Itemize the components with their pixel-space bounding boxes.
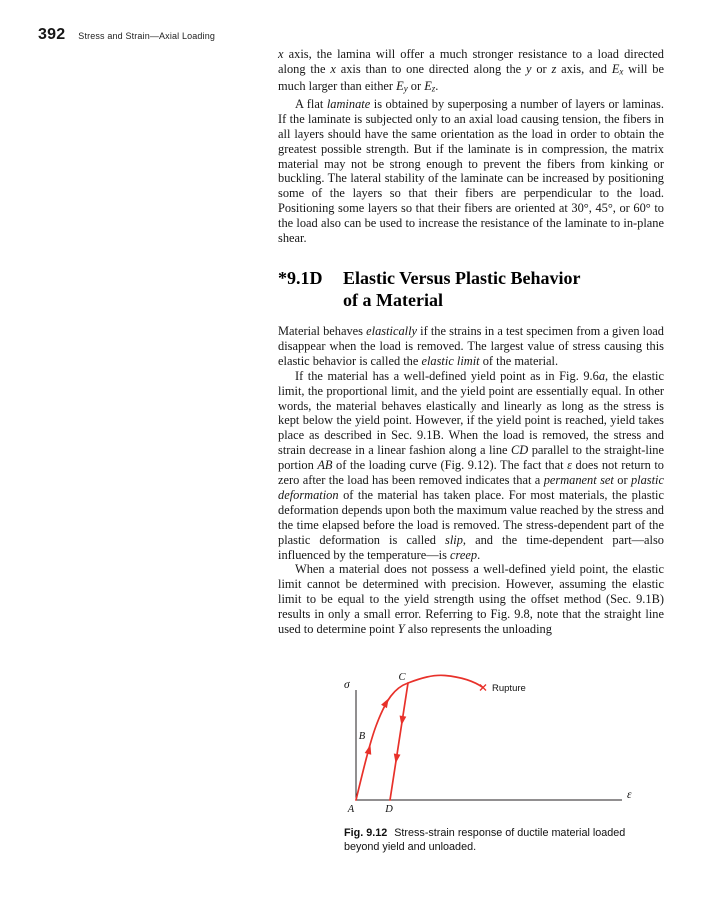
point-d-label: D (385, 804, 393, 815)
sigma-axis-label: σ (344, 679, 350, 691)
paragraph-elastic-definition: Material behaves elastically if the strains in a test specimen from a given load disappear when the load is removed. The largest value of stress causing this elastic behavior is called the elastic limit of the material. (278, 323, 664, 368)
section-heading (278, 267, 664, 311)
figure-caption-label: Fig. 9.12 (344, 827, 388, 839)
figure-caption-text: Stress-strain response of ductile material loaded beyond yield and unloaded. (344, 827, 626, 853)
paragraph-laminate: A flat laminate is obtained by superposing a number of layers or laminas. If the laminate is subjected only to an axial load causing tension, the fibers in all layers should have the same orientation as the load in order to obtain the greatest possible strength. But if the laminate is in compression, the matrix material may not be strong enough to prevent the fibers from kinking or buckling. The lateral stability of the laminate can be increased by positioning some of the layers so that their fibers are perpendicular to the load. Positioning some layers so that their fibers are oriented at 30°, 45°, or 60° to the load also can be used to increase the resistance of the laminate to in-plane shear. (278, 96, 664, 246)
rupture-x-mark (480, 685, 486, 691)
running-header (38, 26, 215, 44)
section-title-line1: Elastic Versus Plastic Behavior (343, 267, 581, 288)
epsilon-axis-label: ε (627, 789, 632, 801)
text-column (278, 47, 664, 854)
section-number: *9.1D (278, 267, 323, 288)
section-title (343, 267, 581, 311)
paragraph-offset-method: When a material does not possess a well-defined yield point, the elastic limit cannot be determined with precision. However, assuming the elastic limit to be equal to the yield strength using the offset method (Sec. 9.1B) results in only a small error. Referring to Fig. 9.8, note that the straight line used to determine point Y also represents the unloading (278, 562, 664, 637)
section-title-line2: of a Material (343, 289, 443, 310)
figure-caption (340, 827, 630, 854)
running-head-title: Stress and Strain—Axial Loading (78, 31, 216, 41)
unloading-line (390, 683, 408, 800)
page-number: 392 (38, 26, 66, 43)
paragraph-lamina: x axis, the lamina will offer a much stronger resistance to a load directed along the x axis than to one directed along the y or z axis, and Ex will be much larger than either Ey or Ez. (278, 47, 664, 94)
paragraph-yield-point: If the material has a well-defined yield point as in Fig. 9.6a, the elastic limit, the proportional limit, and the yield point are essentially equal. In other words, the material behaves elastically and linearly as long as the stress is kept below the yield point. However, if the yield point is reached, yield takes place as described in Sec. 9.1B. When the load is removed, the stress and strain decrease in a linear fashion along a line CD parallel to the straight-line portion AB of the loading curve (Fig. 9.12). The fact that ε does not return to zero after the load has been removed indicates that a permanent set or plastic deformation of the material has taken place. For most materials, the plastic deformation depends upon both the maximum value reached by the stress and the time elapsed before the load is removed. The stress-dependent part of the plastic deformation is called slip, and the time-dependent part—also influenced by the temperature—is creep. (278, 368, 664, 562)
figure-9-12 (340, 670, 655, 854)
stress-strain-chart (340, 670, 655, 820)
rupture-label: Rupture (492, 683, 526, 694)
point-a-label: A (347, 804, 355, 815)
loading-curve (356, 675, 483, 800)
point-b-label: B (358, 731, 366, 742)
point-c-label: C (398, 672, 406, 683)
